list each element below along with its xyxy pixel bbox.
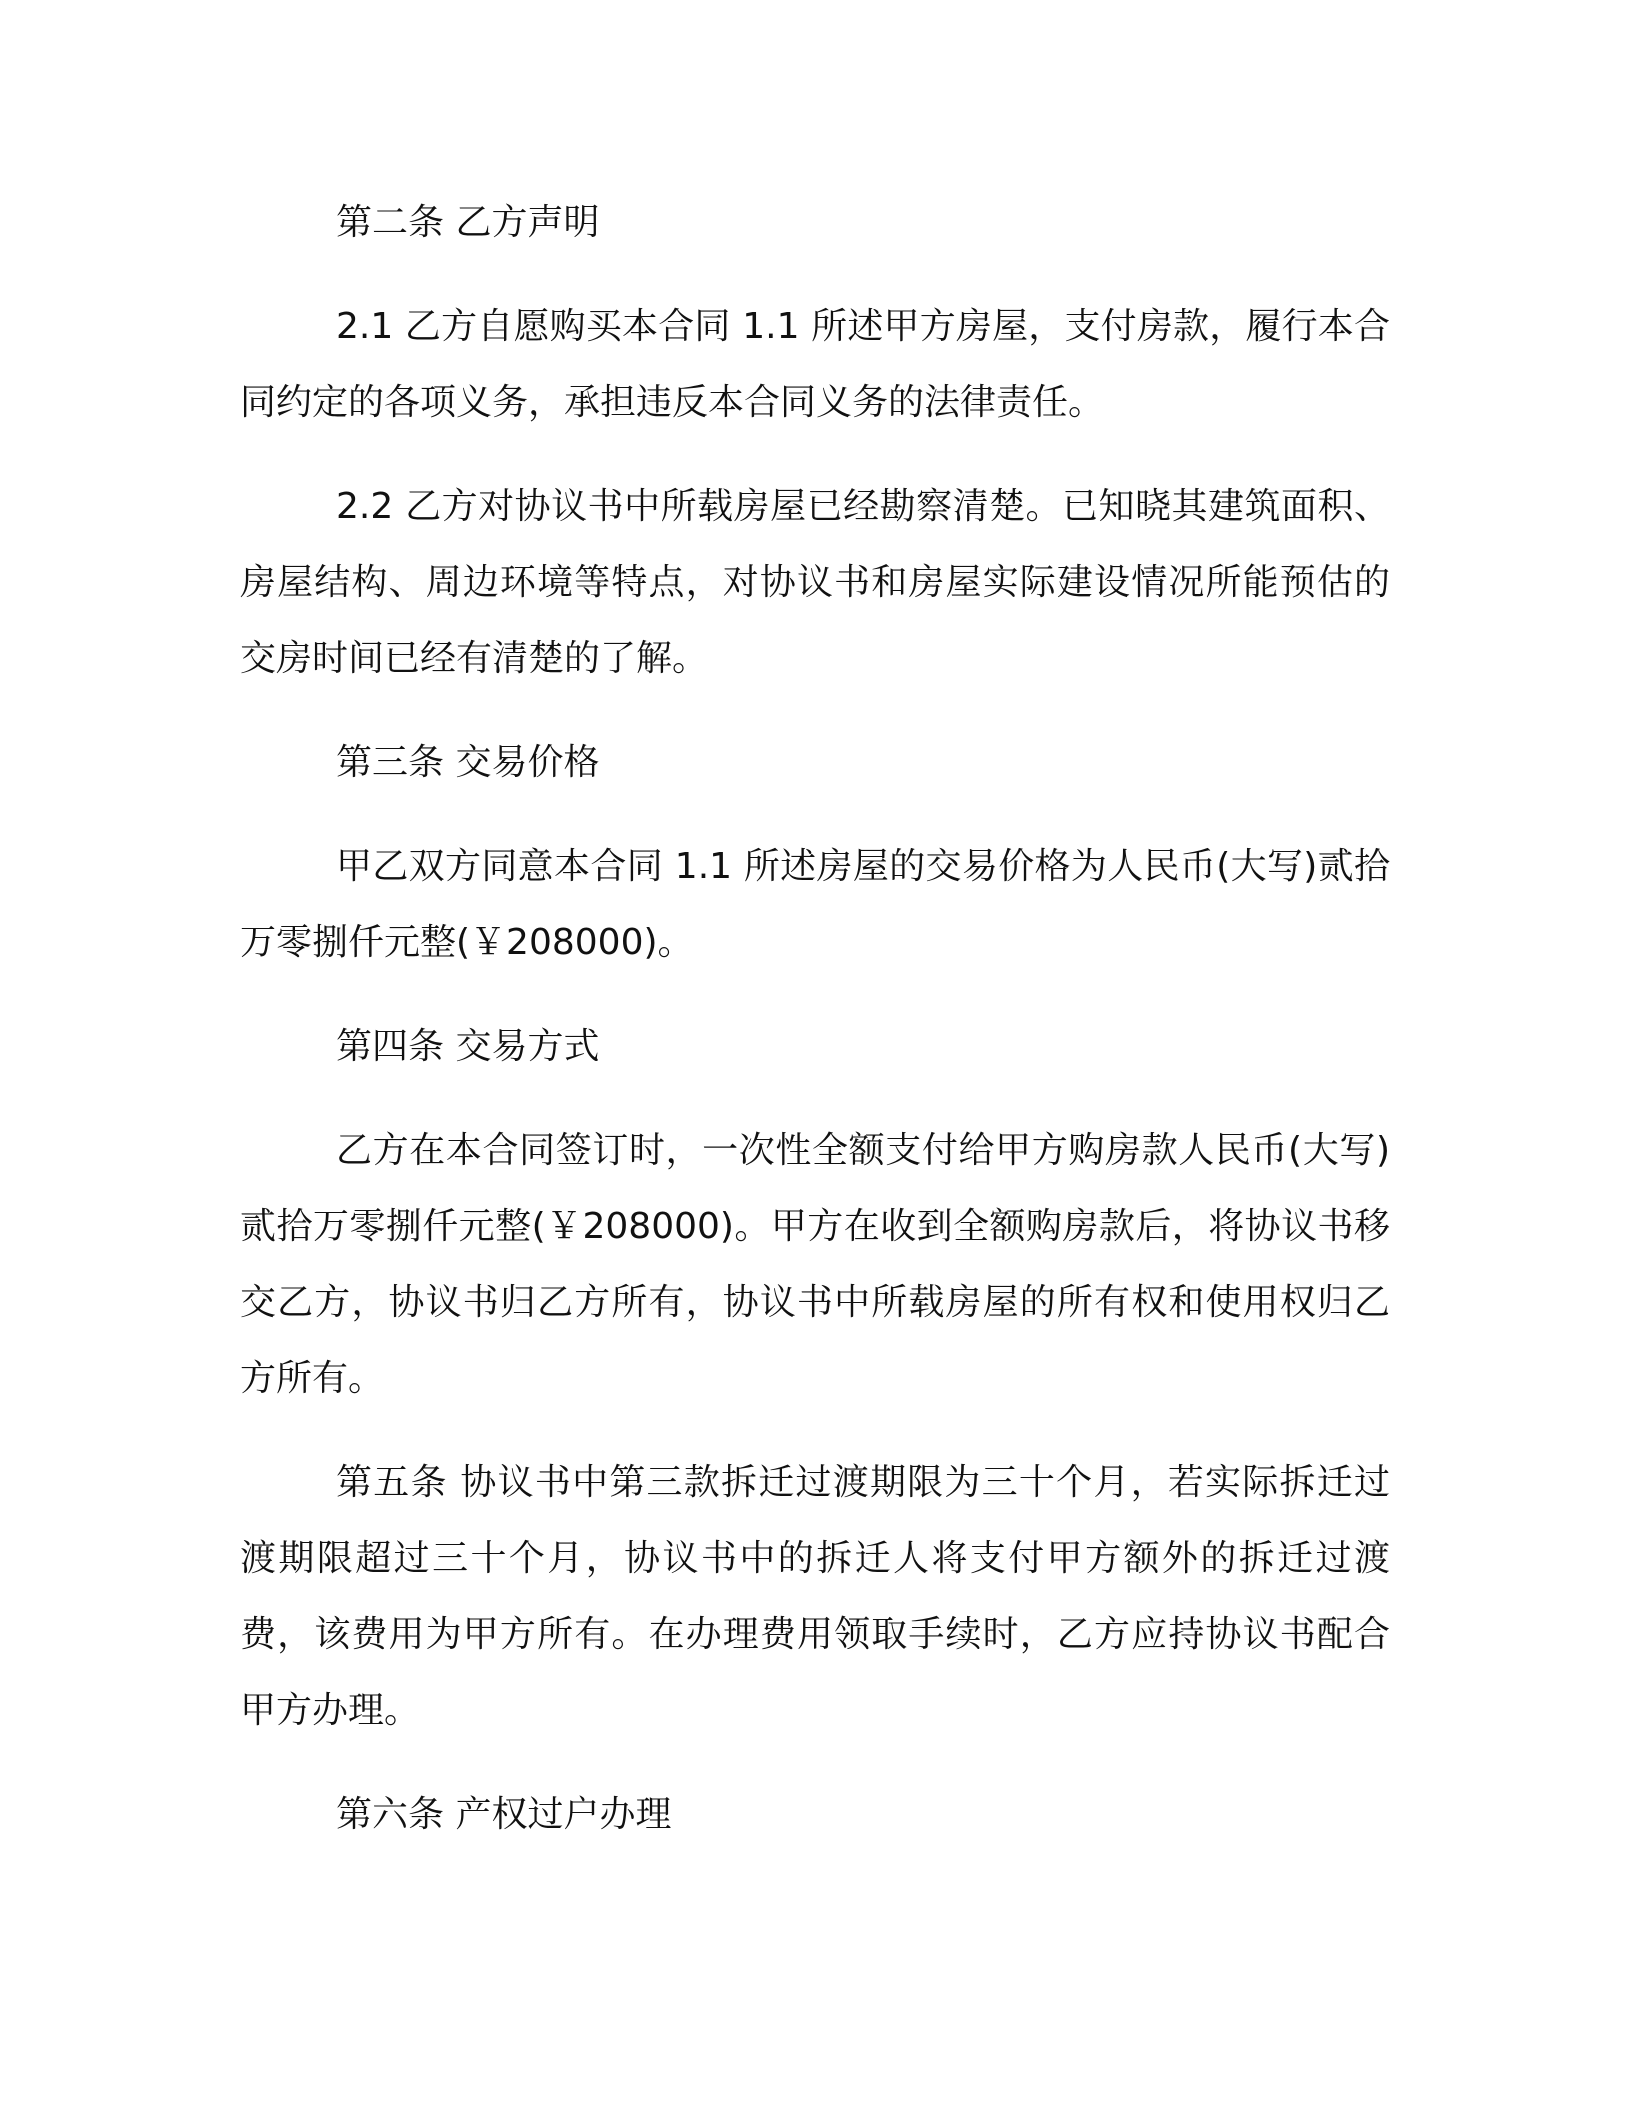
section-heading-article-3: 第三条 交易价格 [336, 742, 600, 783]
paragraph-price: 甲乙双方同意本合同 1.1 所述房屋的交易价格为人民币(大写)贰拾万零捌仟元整(￥208000)。 [240, 846, 1390, 963]
paragraph-2-2: 2.2 乙方对协议书中所载房屋已经勘察清楚。已知晓其建筑面积、房屋结构、周边环境等特点，对协议书和房屋实际建设情况所能预估的交房时间已经有清楚的了解。 [240, 486, 1390, 679]
paragraph-2-1: 2.1 乙方自愿购买本合同 1.1 所述甲方房屋，支付房款，履行本合同约定的各项义务，承担违反本合同义务的法律责任。 [240, 306, 1390, 423]
document-body [240, 185, 1390, 1881]
section-heading-article-6: 第六条 产权过户办理 [336, 1794, 672, 1835]
section-heading-article-4: 第四条 交易方式 [336, 1026, 600, 1067]
section-heading-article-2: 第二条 乙方声明 [336, 202, 600, 243]
paragraph-payment: 乙方在本合同签订时，一次性全额支付给甲方购房款人民币(大写)贰拾万零捌仟元整(￥208000)。甲方在收到全额购房款后，将协议书移交乙方，协议书归乙方所有，协议书中所载房屋的所有权和使用权归乙方所有。 [240, 1130, 1390, 1399]
paragraph-article-5: 第五条 协议书中第三款拆迁过渡期限为三十个月，若实际拆迁过渡期限超过三十个月，协议书中的拆迁人将支付甲方额外的拆迁过渡费，该费用为甲方所有。在办理费用领取手续时，乙方应持协议书配合甲方办理。 [240, 1462, 1390, 1731]
